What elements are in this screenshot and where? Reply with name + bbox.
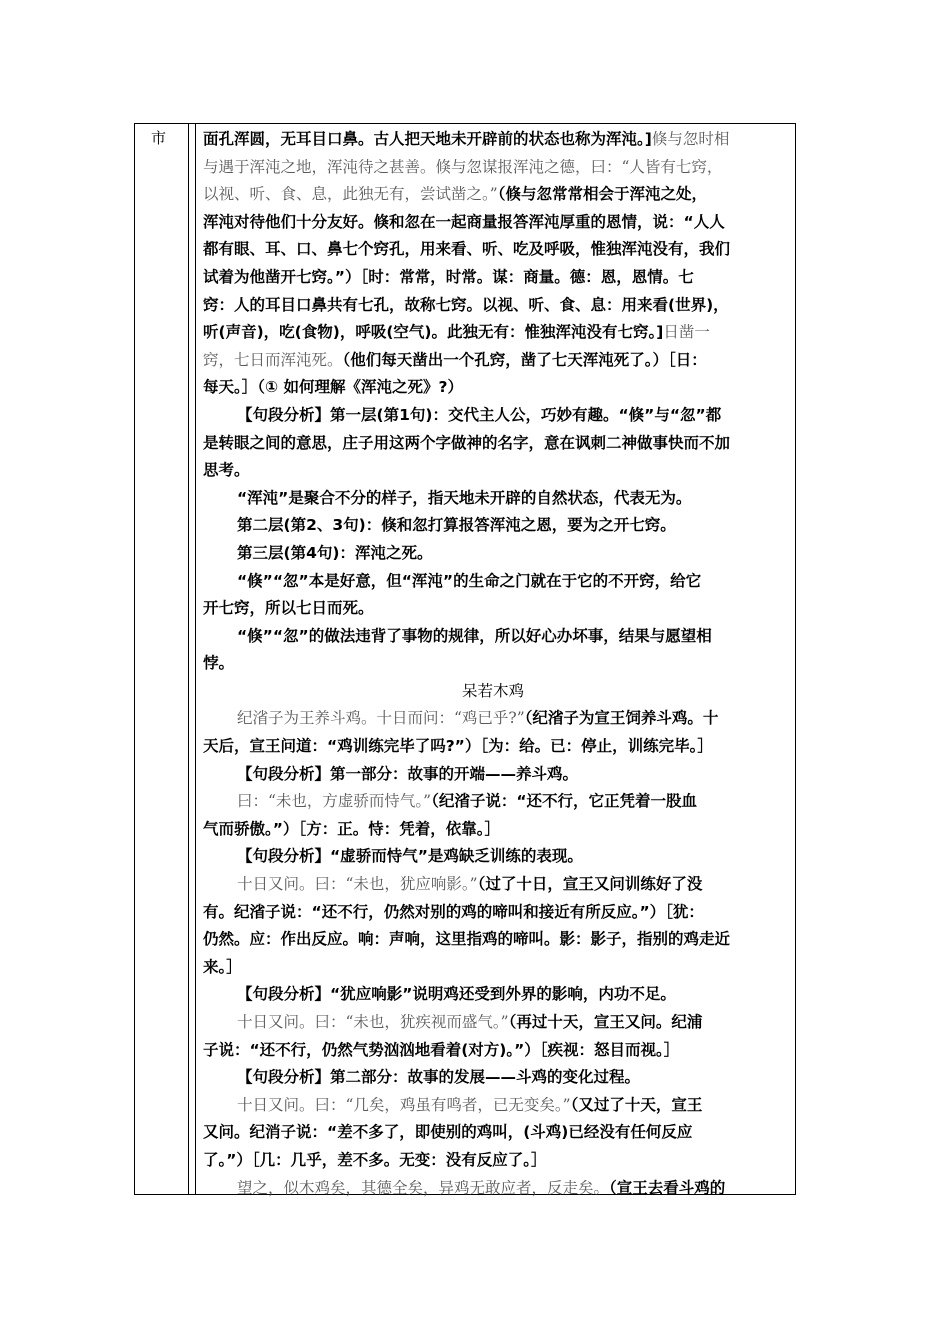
text-line <box>203 209 783 237</box>
original-text: 日凿一 <box>663 323 710 342</box>
text-line <box>203 705 783 733</box>
translation-text: 仍然。应：作出反应。响：声响，这里指鸡的啼叫。影：影子，指别的鸡走近 <box>203 930 731 949</box>
translation-text: 有。纪渻子说：“还不行，仍然对别的鸡的啼叫和接近有所反应。”）［犹： <box>203 902 704 921</box>
translation-text: 试着为他凿开七窍。”）［时：常常，时常。谋：商量。德：恩，恩情。七 <box>203 267 694 286</box>
text-line <box>203 1092 783 1120</box>
translation-text: 【句段分析】“虚骄而恃气”是鸡缺乏训练的表现。 <box>237 847 583 866</box>
translation-text: （倏与忽常常相会于浑沌之处， <box>497 185 707 204</box>
text-line <box>203 457 783 485</box>
text-line <box>203 319 783 347</box>
text-line <box>203 1147 783 1175</box>
text-line <box>203 733 783 761</box>
translation-text: 每天。］（① 如何理解《浑沌之死》?） <box>203 378 464 397</box>
translation-text: （宣王去看斗鸡的 <box>609 1178 726 1197</box>
original-text: 十日又问。曰：“几矣，鸡虽有鸣者，已无变矣。” <box>237 1095 571 1114</box>
original-text: 以视、听、食、息，此独无有，尝试凿之。” <box>203 185 498 204</box>
text-line <box>203 926 783 954</box>
text-line <box>203 347 783 375</box>
text-content <box>203 126 783 1202</box>
text-line <box>203 981 783 1009</box>
text-line <box>203 788 783 816</box>
translation-text: 又问。纪消子说：“差不多了，即使别的鸡叫，(斗鸡)已经没有任何反应 <box>203 1123 693 1142</box>
translation-text: 【句段分析】第一层(第1句)：交代主人公，巧妙有趣。“倏”与“忽”都 <box>237 405 722 424</box>
translation-text: “倏”“忽”的做法违背了事物的规律，所以好心办坏事，结果与愿望相 <box>237 626 712 645</box>
text-line <box>203 899 783 927</box>
original-text: 十日又问。曰：“未也，犹应响影。” <box>237 875 478 894</box>
translation-text: （纪渻子说：“还不行，它正凭着一股血 <box>431 792 698 811</box>
text-line <box>203 512 783 540</box>
original-text: 纪渻子为王养斗鸡。十日而问：“鸡已乎?” <box>237 709 525 728</box>
text-line <box>203 402 783 430</box>
text-line <box>203 568 783 596</box>
translation-text: 第二层(第2、3句)：倏和忽打算报答浑沌之恩，要为之开七窍。 <box>237 516 676 535</box>
translation-text: 面孔浑圆，无耳目口鼻。古人把天地未开辟前的状态也称为浑沌。] <box>203 130 652 148</box>
table-frame <box>134 123 796 1195</box>
translation-text: （他们每天凿出一个孔窍，凿了七天浑沌死了。）［日： <box>342 350 707 369</box>
text-line <box>203 264 783 292</box>
text-line <box>203 623 783 651</box>
text-line <box>203 816 783 844</box>
text-line <box>203 540 783 568</box>
text-line <box>203 761 783 789</box>
translation-text: （纪渻子为宣王饲养斗鸡。十 <box>524 709 719 728</box>
translation-text: （过了十日，宣王又问训练好了没 <box>477 875 703 894</box>
translation-text: “浑沌”是聚合不分的样子，指天地未开辟的自然状态，代表无为。 <box>237 488 692 507</box>
text-line <box>203 374 783 402</box>
original-text: 十日又问。曰：“未也，犹疾视而盛气。” <box>237 1013 509 1031</box>
text-line <box>203 126 783 154</box>
translation-text: 思考。 <box>203 461 250 480</box>
translation-text: （又过了十天，宣王 <box>570 1095 703 1114</box>
translation-text: 【句段分析】第二部分：故事的发展——斗鸡的变化过程。 <box>237 1068 641 1087</box>
translation-text: “倏”“忽”本是好意，但“浑沌”的生命之门就在于它的不开窍，给它 <box>237 571 702 590</box>
translation-text: 气而骄傲。”）［方：正。恃：凭着，依靠。］ <box>203 819 500 838</box>
column-divider <box>195 124 196 1194</box>
text-line <box>203 154 783 182</box>
translation-text: 悖。 <box>203 654 235 673</box>
text-line <box>203 1064 783 1092</box>
text-line <box>203 485 783 513</box>
translation-text: 都有眼、耳、口、鼻七个窍孔，用来看、听、吃及呼吸，惟独浑沌没有，我们 <box>203 240 731 259</box>
left-column <box>135 124 189 1194</box>
section-heading <box>203 678 783 706</box>
original-text: 窍，七日而浑沌死。 <box>203 350 343 369</box>
translation-text: 【句段分析】第一部分：故事的开端——养斗鸡。 <box>237 764 579 783</box>
translation-text: 【句段分析】“犹应响影”说明鸡还受到外界的影响，内功不足。 <box>237 985 676 1004</box>
original-text: 与遇于浑沌之地，浑沌待之甚善。倏与忽谋报浑沌之德，曰：“人皆有七窍， <box>203 157 723 176</box>
side-label: 市 <box>151 129 167 147</box>
text-line <box>203 1119 783 1147</box>
text-line <box>203 1175 783 1203</box>
text-line <box>203 871 783 899</box>
translation-text: 浑沌对待他们十分友好。倏和忽在一起商量报答浑沌厚重的恩情，说：“人人 <box>203 212 725 231</box>
translation-text: 开七窍，所以七日而死。 <box>203 599 374 618</box>
translation-text: 子说：“还不行，仍然气势汹汹地看着(对方)。”）［疾视：怒目而视。］ <box>203 1040 680 1059</box>
original-text: 曰：“未也，方虚骄而恃气。” <box>237 792 432 811</box>
text-line <box>203 1037 783 1065</box>
text-line <box>203 181 783 209</box>
original-text: 望之，似木鸡矣，其德全矣，异鸡无敢应者，反走矣。 <box>237 1178 610 1197</box>
text-line <box>203 430 783 458</box>
text-line <box>203 1009 783 1037</box>
translation-text: 窍：人的耳目口鼻共有七孔，故称七窍。以视、听、食、息：用来看(世界)， <box>203 295 729 314</box>
text-line <box>203 954 783 982</box>
text-line <box>203 292 783 320</box>
text-line <box>203 650 783 678</box>
translation-text: 第三层(第4句)：浑沌之死。 <box>237 543 433 562</box>
text-line <box>203 236 783 264</box>
text-line <box>203 595 783 623</box>
text-line <box>203 843 783 871</box>
translation-text: 了。”）［几：几乎，差不多。无变：没有反应了。］ <box>203 1150 547 1169</box>
translation-text: 是转眼之间的意思，庄子用这两个字做神的名字，意在讽刺二神做事快而不加 <box>203 433 731 452</box>
section-heading-text: 呆若木鸡 <box>461 681 524 700</box>
translation-text: （再过十天，宣王又问。纪浦 <box>508 1013 703 1031</box>
translation-text: 天后，宣王问道：“鸡训练完毕了吗?”）［为：给。已：停止，训练完毕。］ <box>203 737 713 756</box>
original-text: 倏与忽时相 <box>651 130 730 148</box>
translation-text: 来。］ <box>203 957 242 976</box>
translation-text: 听(声音)，吃(食物)，呼吸(空气)。此独无有：惟独浑沌没有七窍。] <box>203 323 664 342</box>
